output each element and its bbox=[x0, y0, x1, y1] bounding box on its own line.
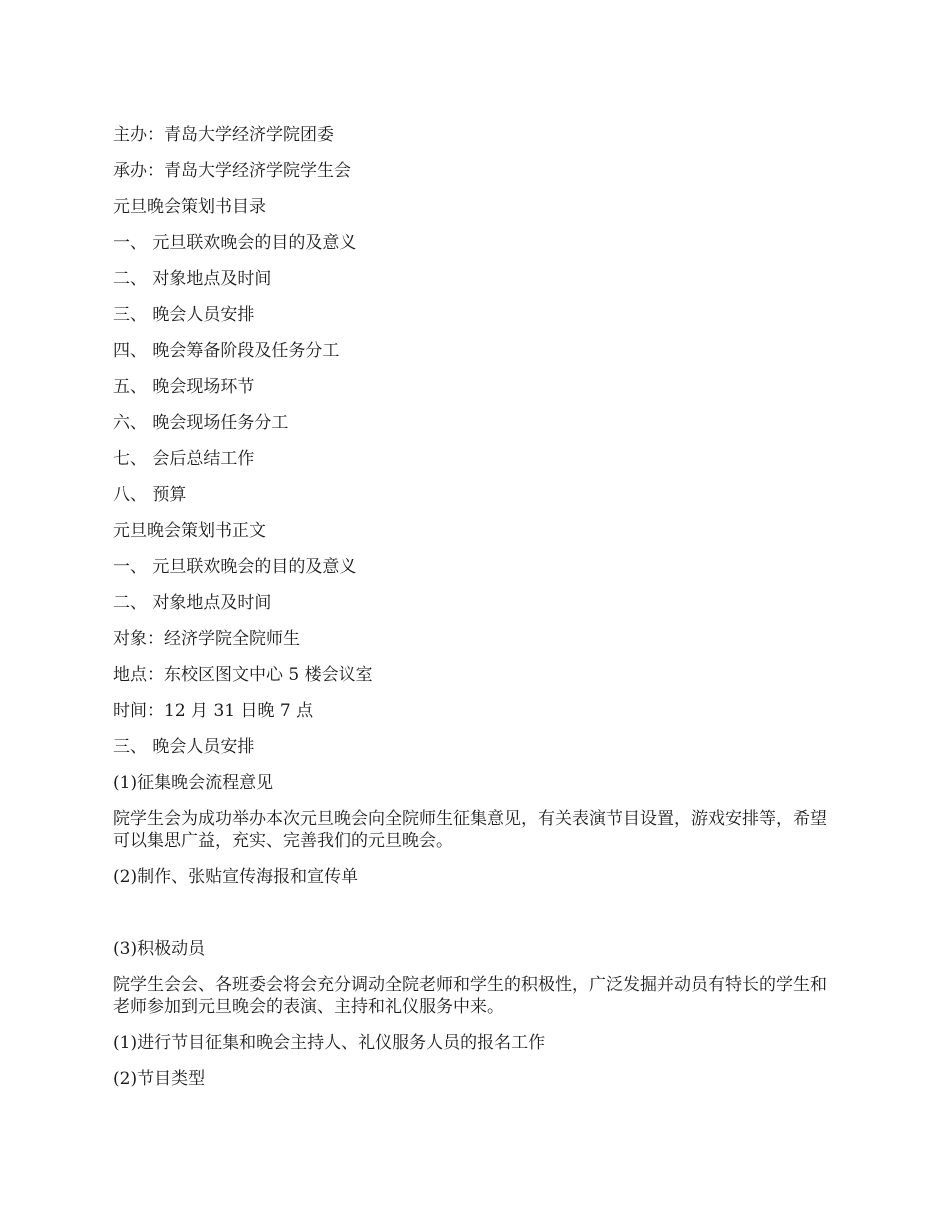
toc-item: 二、 对象地点及时间 bbox=[113, 269, 272, 289]
list-item: (2)节目类型 bbox=[113, 1069, 206, 1089]
toc-heading: 元旦晚会策划书目录 bbox=[113, 197, 266, 217]
toc-item: 五、 晚会现场环节 bbox=[113, 377, 255, 397]
toc-item: 三、 晚会人员安排 bbox=[113, 305, 255, 325]
blank-space bbox=[113, 902, 843, 938]
section-heading: 二、 对象地点及时间 bbox=[113, 593, 272, 613]
body-heading: 元旦晚会策划书正文 bbox=[113, 521, 266, 541]
toc-item: 四、 晚会筹备阶段及任务分工 bbox=[113, 341, 340, 361]
organizer-line: 主办：青岛大学经济学院团委 bbox=[113, 125, 334, 145]
toc-item: 七、 会后总结工作 bbox=[113, 449, 255, 469]
time-line: 时间：12 月 31 日晚 7 点 bbox=[113, 701, 314, 721]
list-item: (2)制作、张贴宣传海报和宣传单 bbox=[113, 867, 359, 887]
toc-item: 八、 预算 bbox=[113, 485, 187, 505]
paragraph: 院学生会为成功举办本次元旦晚会向全院师生征集意见，有关表演节目设置，游戏安排等，希望可以集思广益，充实、完善我们的元旦晚会。 bbox=[113, 809, 827, 851]
audience-line: 对象：经济学院全院师生 bbox=[113, 629, 300, 649]
list-item: (1)征集晚会流程意见 bbox=[113, 773, 274, 793]
location-line: 地点：东校区图文中心 5 楼会议室 bbox=[113, 665, 373, 685]
toc-item: 六、 晚会现场任务分工 bbox=[113, 413, 289, 433]
paragraph: 院学生会会、各班委会将会充分调动全院老师和学生的积极性，广泛发掘并动员有特长的学生和老师参加到元旦晚会的表演、主持和礼仪服务中来。 bbox=[113, 975, 827, 1017]
section-heading: 一、 元旦联欢晚会的目的及意义 bbox=[113, 557, 357, 577]
list-item: (3)积极动员 bbox=[113, 939, 206, 959]
list-item: (1)进行节目征集和晚会主持人、礼仪服务人员的报名工作 bbox=[113, 1033, 546, 1053]
toc-item: 一、 元旦联欢晚会的目的及意义 bbox=[113, 233, 357, 253]
section-heading: 三、 晚会人员安排 bbox=[113, 737, 255, 757]
document-body bbox=[113, 124, 843, 1104]
co-organizer-line: 承办：青岛大学经济学院学生会 bbox=[113, 161, 351, 181]
